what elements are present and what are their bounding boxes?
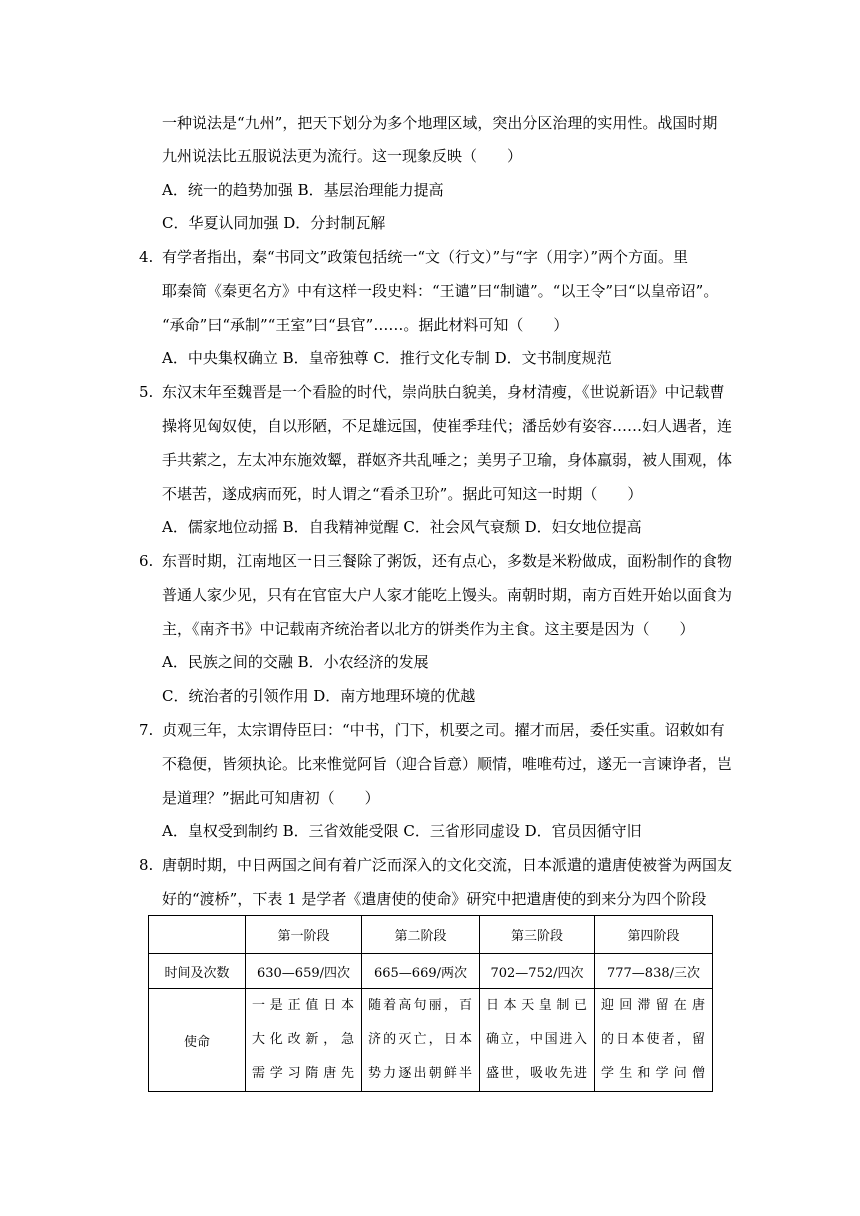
mission-stage-2-line-2: 济的灭亡，日本 bbox=[368, 1032, 473, 1047]
q4-text-line-1: 有学者指出，秦“书同文”政策包括统一“文（行文）”与“字（用字）”两个方面。里 bbox=[162, 248, 689, 266]
mission-stage-1-line-1: 一是正值日本 bbox=[252, 998, 355, 1013]
q8-text-line-1: 唐朝时期，中日两国之间有着广泛而深入的文化交流，日本派遣的遣唐使被誉为两国友 bbox=[162, 856, 733, 874]
mission-stage-4-line-3: 学生和学问僧 bbox=[601, 1066, 706, 1081]
q7-text-line-2: 不稳便，皆须执论。比来惟觉阿旨（迎合旨意）顺情，唯唯苟过，遂无一言谏诤者，岂 bbox=[162, 755, 733, 773]
q3-options-row-2: C．华夏认同加强 D．分封制瓦解 bbox=[162, 214, 386, 232]
q6-number: 6. bbox=[139, 552, 154, 570]
mission-stage-2 bbox=[362, 989, 480, 1092]
q5-text-line-4: 不堪苦，遂成病而死，时人谓之“看杀卫玠”。据此可知这一时期（ ） bbox=[162, 485, 643, 503]
q7-number: 7. bbox=[139, 721, 154, 739]
mission-stage-2-line-1: 随着高句丽，百 bbox=[368, 998, 473, 1013]
time-stage-4: 777—838/三次 bbox=[595, 954, 713, 989]
mission-stage-3 bbox=[480, 989, 595, 1092]
envoy-stages-table bbox=[148, 915, 713, 1092]
mission-stage-4-line-1: 迎回滞留在唐 bbox=[601, 998, 706, 1013]
q7-options: A．皇权受到制约 B．三省效能受限 C．三省形同虚设 D．官员因循守旧 bbox=[162, 822, 642, 840]
table-header-stage-1: 第一阶段 bbox=[246, 916, 362, 954]
table-header-corner bbox=[149, 916, 246, 954]
mission-stage-4 bbox=[595, 989, 713, 1092]
time-row-label: 时间及次数 bbox=[149, 954, 246, 989]
table-header-row bbox=[149, 916, 713, 954]
q5-text-line-3: 手共萦之，左太冲东施效颦，群妪齐共乱唾之；美男子卫瑜，身体羸弱，被人围观，体 bbox=[162, 451, 733, 469]
q5-text-line-1: 东汉末年至魏晋是一个看脸的时代，崇尚肤白貌美，身材清瘦，《世说新语》中记载曹 bbox=[162, 383, 725, 401]
q4-number: 4. bbox=[139, 248, 154, 266]
q5-options: A．儒家地位动摇 B．自我精神觉醒 C．社会风气衰颓 D．妇女地位提高 bbox=[162, 518, 642, 536]
table-row-time bbox=[149, 954, 713, 989]
q3-text-line-1: 一种说法是“九州”，把天下划分为多个地理区域，突出分区治理的实用性。战国时期 bbox=[162, 114, 718, 132]
table-header-stage-2: 第二阶段 bbox=[362, 916, 480, 954]
mission-row-label: 使命 bbox=[149, 989, 246, 1092]
mission-stage-1-line-2: 大化改新，急 bbox=[252, 1032, 355, 1047]
mission-stage-3-line-1: 日本天皇制已 bbox=[486, 998, 588, 1013]
q8-number: 8. bbox=[139, 856, 154, 874]
q4-text-line-3: “承命”曰“承制”“王室”曰“县官”……。据此材料可知（ ） bbox=[162, 316, 569, 334]
mission-stage-3-line-3: 盛世，吸收先进 bbox=[486, 1066, 588, 1081]
q6-options-row-1: A．民族之间的交融 B．小农经济的发展 bbox=[162, 653, 429, 671]
q6-text-line-3: 主，《南齐书》中记载南齐统治者以北方的饼类作为主食。这主要是因为（ ） bbox=[162, 620, 695, 638]
time-stage-2: 665—669/两次 bbox=[362, 954, 480, 989]
time-stage-3: 702—752/四次 bbox=[480, 954, 595, 989]
q3-options-row-1: A．统一的趋势加强 B．基层治理能力提高 bbox=[162, 181, 444, 199]
q7-text-line-3: 是道理？”据此可知唐初（ ） bbox=[162, 789, 380, 807]
time-stage-1: 630—659/四次 bbox=[246, 954, 362, 989]
table-header-stage-4: 第四阶段 bbox=[595, 916, 713, 954]
q6-text-line-1: 东晋时期，江南地区一日三餐除了粥饭，还有点心，多数是米粉做成，面粉制作的食物 bbox=[162, 552, 733, 570]
table-row-mission bbox=[149, 989, 713, 1092]
mission-stage-4-line-2: 的日本使者，留 bbox=[601, 1032, 706, 1047]
q6-text-line-2: 普通人家少见，只有在官宦大户人家才能吃上馒头。南朝时期，南方百姓开始以面食为 bbox=[162, 586, 733, 604]
q5-text-line-2: 操将见匈奴使，自以形陋，不足雄远国，使崔季珪代；潘岳妙有姿容……妇人遇者，连 bbox=[162, 417, 733, 435]
mission-stage-3-line-2: 确立，中国进入 bbox=[486, 1032, 588, 1047]
q3-text-line-2: 九州说法比五服说法更为流行。这一现象反映（ ） bbox=[162, 147, 523, 165]
q4-text-line-2: 耶秦简《秦更名方》中有这样一段史料：“王谴”曰“制谴”。“以王令”曰“以皇帝诏”。 bbox=[162, 282, 719, 300]
q5-number: 5. bbox=[139, 383, 154, 401]
mission-stage-1-line-3: 需学习隋唐先 bbox=[252, 1066, 355, 1081]
q6-options-row-2: C．统治者的引领作用 D．南方地理环境的优越 bbox=[162, 687, 476, 705]
table-header-stage-3: 第三阶段 bbox=[480, 916, 595, 954]
q7-text-line-1: 贞观三年，太宗谓侍臣曰：“中书，门下，机要之司。擢才而居，委任实重。诏敕如有 bbox=[162, 721, 725, 739]
q8-text-line-2: 好的“渡桥”，下表 1 是学者《遣唐使的使命》研究中把遣唐使的到来分为四个阶段 bbox=[162, 890, 707, 908]
q4-options: A．中央集权确立 B．皇帝独尊 C．推行文化专制 D．文书制度规范 bbox=[162, 349, 612, 367]
mission-stage-1 bbox=[246, 989, 362, 1092]
mission-stage-2-line-3: 势力逐出朝鲜半 bbox=[368, 1066, 473, 1081]
